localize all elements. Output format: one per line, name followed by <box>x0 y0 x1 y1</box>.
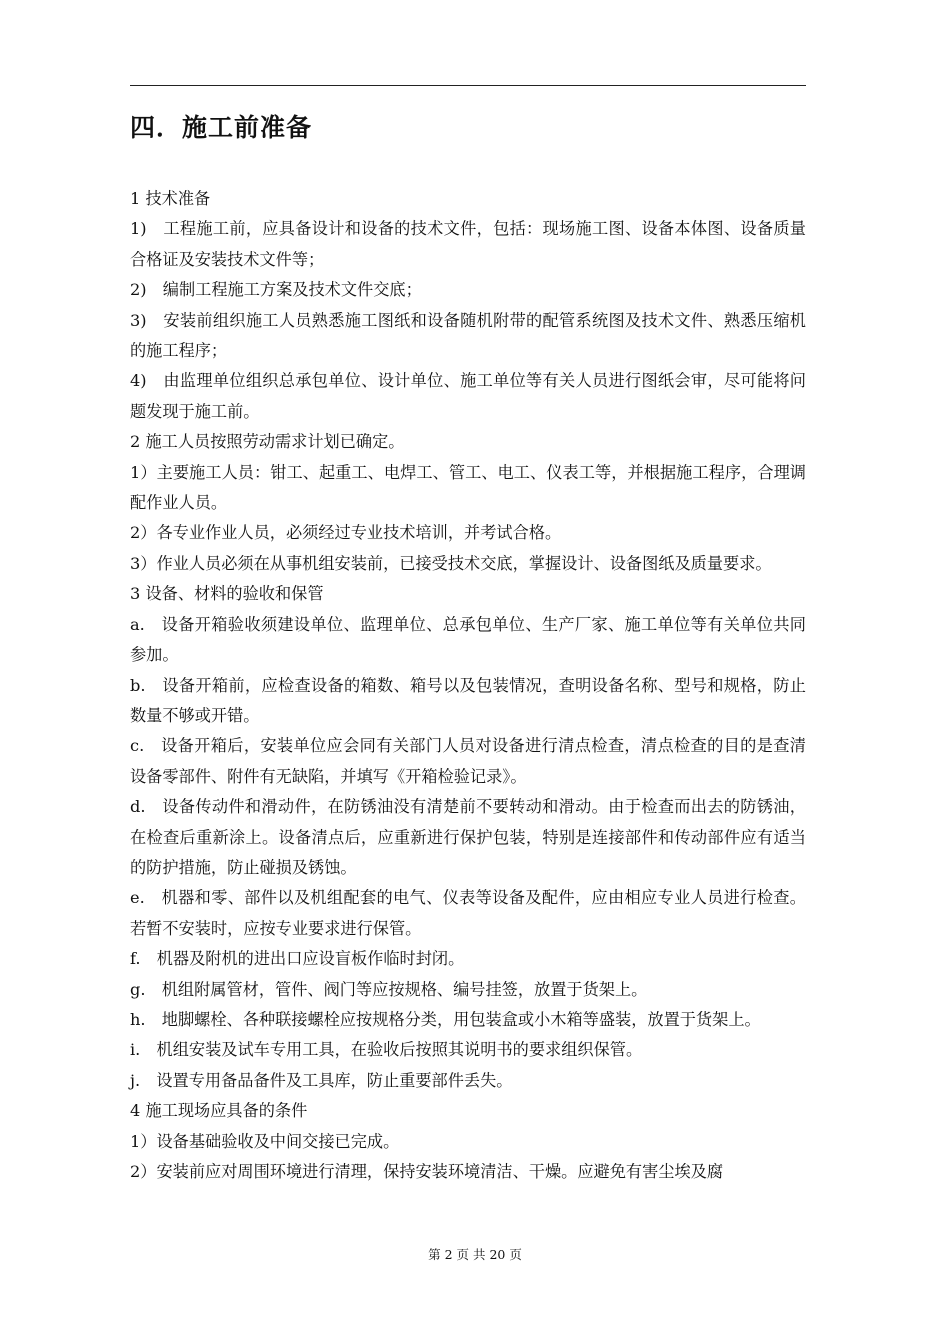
paragraph: 2）安装前应对周围环境进行清理，保持安装环境清洁、干燥。应避免有害尘埃及腐 <box>130 1162 724 1181</box>
paragraph: 3 设备、材料的验收和保管 <box>130 584 324 604</box>
paragraph: h. 地脚螺栓、各种联接螺栓应按规格分类，用包装盒或小木箱等盛装，放置于货架上。 <box>130 1009 761 1029</box>
paragraph: 1 技术准备 <box>130 189 211 208</box>
section-heading: 四．施工前准备 <box>130 113 313 142</box>
paragraph: d. 设备传动件和滑动件，在防锈油没有清楚前不要转动和滑动。由于检查而出去的防锈油，在检查后重新涂上。设备清点后，应重新进行保护包装，特别是连接部件和传动部件应有适当的防护措施，防止碰损及锈蚀。 <box>130 797 806 877</box>
paragraph: f. 机器及附机的进出口应设盲板作临时封闭。 <box>130 949 465 969</box>
paragraph: a. 设备开箱验收须建设单位、监理单位、总承包单位、生产厂家、施工单位等有关单位共同参加。 <box>130 614 806 665</box>
paragraph: 4) 由监理单位组织总承包单位、设计单位、施工单位等有关人员进行图纸会审，尽可能将问题发现于施工前。 <box>130 371 806 421</box>
paragraph: 3) 安装前组织施工人员熟悉施工图纸和设备随机附带的配管系统图及技术文件、熟悉压缩机的施工程序； <box>130 310 806 361</box>
paragraph: 2）各专业作业人员，必须经过专业技术培训，并考试合格。 <box>130 523 562 543</box>
paragraph: i. 机组安装及试车专用工具，在验收后按照其说明书的要求组织保管。 <box>130 1040 643 1060</box>
document-body <box>130 184 806 1187</box>
header-rule <box>130 85 806 86</box>
paragraph: 2 施工人员按照劳动需求计划已确定。 <box>130 432 405 452</box>
page-footer: 第 2 页 共 20 页 <box>428 1247 522 1262</box>
paragraph: g. 机组附属管材，管件、阀门等应按规格、编号挂签，放置于货架上。 <box>130 979 648 999</box>
paragraph: 4 施工现场应具备的条件 <box>130 1101 308 1121</box>
paragraph: 1) 工程施工前，应具备设计和设备的技术文件，包括：现场施工图、设备本体图、设备质量合格证及安装技术文件等； <box>130 219 806 269</box>
paragraph: j. 设置专用备品备件及工具库，防止重要部件丢失。 <box>130 1070 513 1090</box>
paragraph: c. 设备开箱后，安装单位应会同有关部门人员对设备进行清点检查，清点检查的目的是查清设备零部件、附件有无缺陷，并填写《开箱检验记录》。 <box>130 736 806 786</box>
paragraph: 2) 编制工程施工方案及技术文件交底； <box>130 280 422 300</box>
paragraph: 3）作业人员必须在从事机组安装前，已接受技术交底，掌握设计、设备图纸及质量要求。 <box>130 553 772 573</box>
paragraph: e. 机器和零、部件以及机组配套的电气、仪表等设备及配件，应由相应专业人员进行检查。若暂不安装时，应按专业要求进行保管。 <box>130 888 806 938</box>
paragraph: 1）设备基础验收及中间交接已完成。 <box>130 1131 400 1151</box>
paragraph: b. 设备开箱前，应检查设备的箱数、箱号以及包装情况，查明设备名称、型号和规格，防止数量不够或开错。 <box>130 675 806 725</box>
paragraph: 1）主要施工人员：钳工、起重工、电焊工、管工、电工、仪表工等，并根据施工程序，合理调配作业人员。 <box>130 462 806 513</box>
